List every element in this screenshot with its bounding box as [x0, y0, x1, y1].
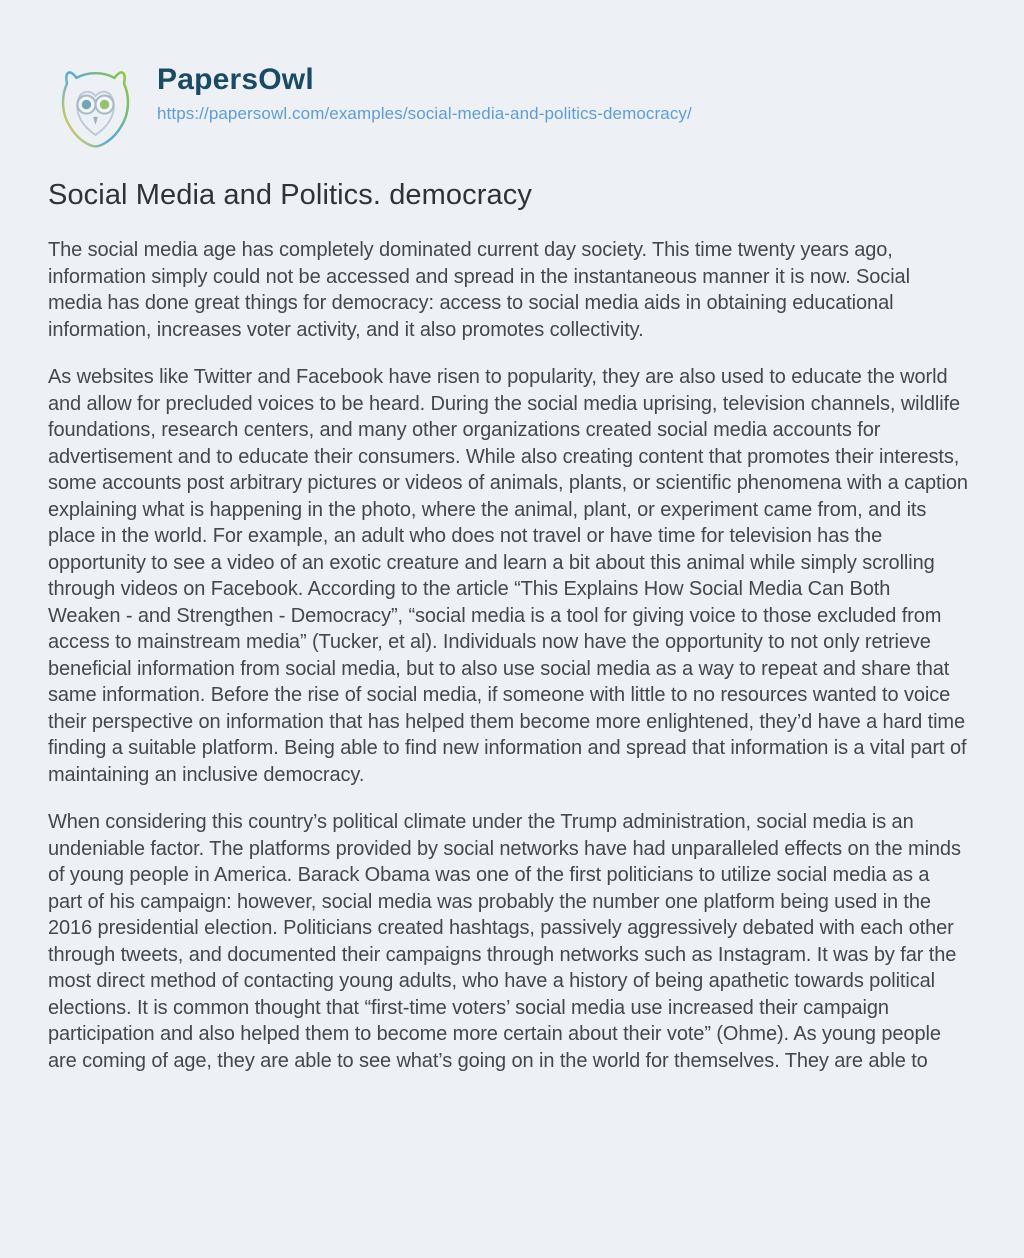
essay-body	[48, 237, 968, 1074]
brand-name: PapersOwl	[157, 63, 314, 96]
papersowl-owl-logo-icon	[48, 58, 143, 153]
page-url-link[interactable]: https://papersowl.com/examples/social-media-and-politics-democracy/	[157, 104, 692, 123]
owl-right-pupil	[100, 100, 110, 110]
essay-paragraph-1: The social media age has completely dominated current day society. This time twenty years ago, information simply could not be accessed and spread in the instantaneous manner it is now. Social media has done great things for democracy: access to social media aids in obtaining educational information, increases voter activity, and it also promotes collectivity.	[48, 239, 910, 341]
essay-paragraph-3: When considering this country’s political climate under the Trump administration, social media is an undeniable factor. The platforms provided by social networks have had unparalleled effects on the minds of young people in America. Barack Obama was one of the first politicians to utilize social media as a part of his campaign: however, social media was probably the number one platform being used in the 2016 presidential election. Politicians created hashtags, passively aggressively debated with each other through tweets, and documented their campaigns through networks such as Instagram. It was by far the most direct method of contacting young adults, who have a history of being apathetic towards political elections. It is common thought that “first-time voters’ social media use increased their campaign participation and also helped them to become more certain about their vote” (Ohme). As young people are coming of age, they are able to see what’s going on in the world for themselves. They are able to	[48, 811, 961, 1072]
essay-title: Social Media and Politics. democracy	[48, 179, 532, 211]
header-text-block	[157, 58, 692, 124]
owl-beak	[93, 117, 98, 125]
site-header	[48, 58, 976, 153]
essay-paragraph-2: As websites like Twitter and Facebook have risen to popularity, they are also used to educate the world and allow for precluded voices to be heard. During the social media uprising, television channels, wildlife foundations, research centers, and many other organizations created social media accounts for advertisement and to educate their consumers. While also creating content that promotes their interests, some accounts post arbitrary pictures or videos of animals, plants, or scientific phenomena with a caption explaining what is happening in the photo, where the animal, plant, or experiment came from, and its place in the world. For example, an adult who does not travel or have time for television has the opportunity to see a video of an exotic creature and learn a bit about this animal while simply scrolling through videos on Facebook. According to the article “This Explains How Social Media Can Both Weaken - and Strengthen - Democracy”, “social media is a tool for giving voice to those excluded from access to mainstream media” (Tucker, et al). Individuals now have the opportunity to not only retrieve beneficial information from social media, but to also use social media as a way to repeat and share that same information. Before the rise of social media, if someone with little to no resources wanted to voice their perspective on information that has helped them become more enlightened, they’d have a hard time finding a suitable platform. Being able to find new information and spread that information is a vital part of maintaining an inclusive democracy.	[48, 366, 968, 786]
owl-left-pupil	[82, 100, 92, 110]
